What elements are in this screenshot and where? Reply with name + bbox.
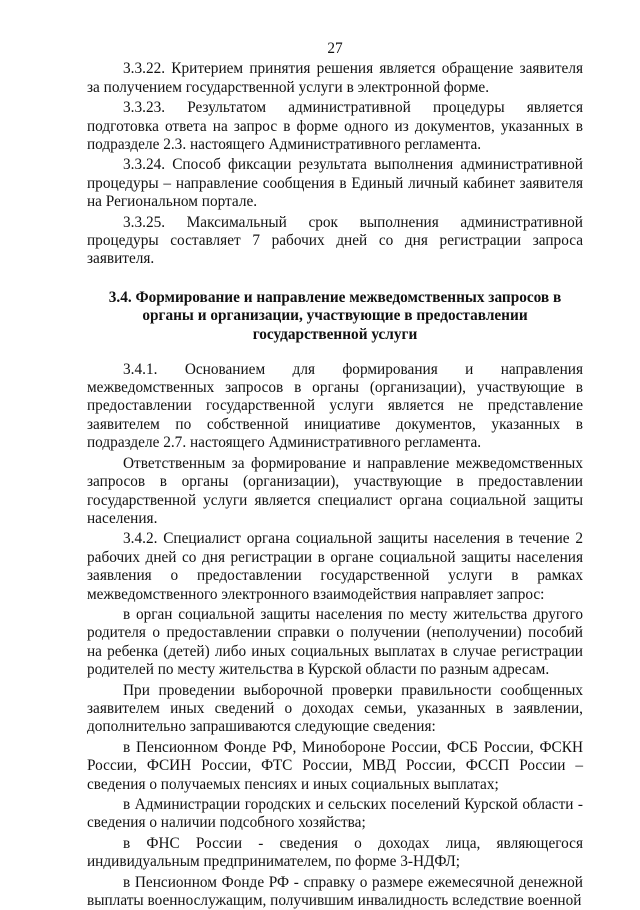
heading-line-2: органы и организации, участвующие в предоставлении: [142, 307, 528, 325]
paragraph-selective-check: При проведении выборочной проверки правильности сообщенных заявителем иных сведений о доходах семьи, указанных в заявлении, дополнительно запрашиваются следующие сведения:: [87, 681, 583, 736]
paragraph-responsible: Ответственным за формирование и направление межведомственных запросов в органы (организации), участвующие в предоставлении государственной услуги является специалист органа социальной защиты населения.: [87, 454, 583, 527]
paragraph-3-4-1: 3.4.1. Основанием для формирования и направления межведомственных запросов в органы (организации), участвующие в предоставлении государственной услуги является не представление заявителем по собственной инициативе документов, указанных в подразделе 2.7. настоящего Административного регламента.: [87, 360, 583, 452]
paragraph-3-4-2: 3.4.2. Специалист органа социальной защиты населения в течение 2 рабочих дней со дня регистрации в органе социальной защиты населения заявления о предоставлении государственной услуги в рамках межведомственного электронного взаимодействия направляет запрос:: [87, 530, 583, 603]
heading-line-1: 3.4. Формирование и направление межведомственных запросов в: [108, 288, 562, 306]
page-number: 27: [327, 40, 343, 57]
paragraph-3-3-22: 3.3.22. Критерием принятия решения является обращение заявителя за получением государственной услуги в электронной форме.: [87, 60, 583, 96]
section-heading-3-4: [87, 289, 583, 345]
paragraph-fns: в ФНС России - сведения о доходах лица, являющегося индивидуальным предпринимателем, по форме 3-НДФЛ;: [87, 834, 583, 871]
paragraph-social-protection-request: в орган социальной защиты населения по месту жительства другого родителя о предоставлении справки о получении (неполучении) пособий на ребенка (детей) либо иных социальных выплатах в случае регистрации родителей по месту жительства в Курской области по разным адресам.: [87, 605, 583, 679]
heading-line-3: государственной услуги: [252, 326, 418, 344]
paragraph-pension-fund-agencies: в Пенсионном Фонде РФ, Минобороне России, ФСБ России, ФСКН России, ФСИН России, ФТС России, МВД России, ФССП России – сведения о получаемых пенсиях и иных социальных выплатах;: [87, 738, 583, 793]
paragraph-3-3-24: 3.3.24. Способ фиксации результата выполнения административной процедуры – направление сообщения в Единый личный кабинет заявителя на Региональном портале.: [87, 156, 583, 211]
paragraph-3-3-25: 3.3.25. Максимальный срок выполнения административной процедуры составляет 7 рабочих дней со дня регистрации запроса заявителя.: [87, 213, 583, 268]
paragraph-3-3-23: 3.3.23. Результатом административной процедуры является подготовка ответа на запрос в форме одного из документов, указанных в подразделе 2.3. настоящего Административного регламента.: [87, 99, 583, 154]
paragraph-pension-fund-payment: в Пенсионном Фонде РФ - справку о размере ежемесячной денежной выплаты военнослужащим, получившим инвалидность вследствие военной: [87, 873, 583, 910]
paragraph-administration-settlements: в Администрации городских и сельских поселений Курской области - сведения о наличии подсобного хозяйства;: [87, 796, 583, 832]
